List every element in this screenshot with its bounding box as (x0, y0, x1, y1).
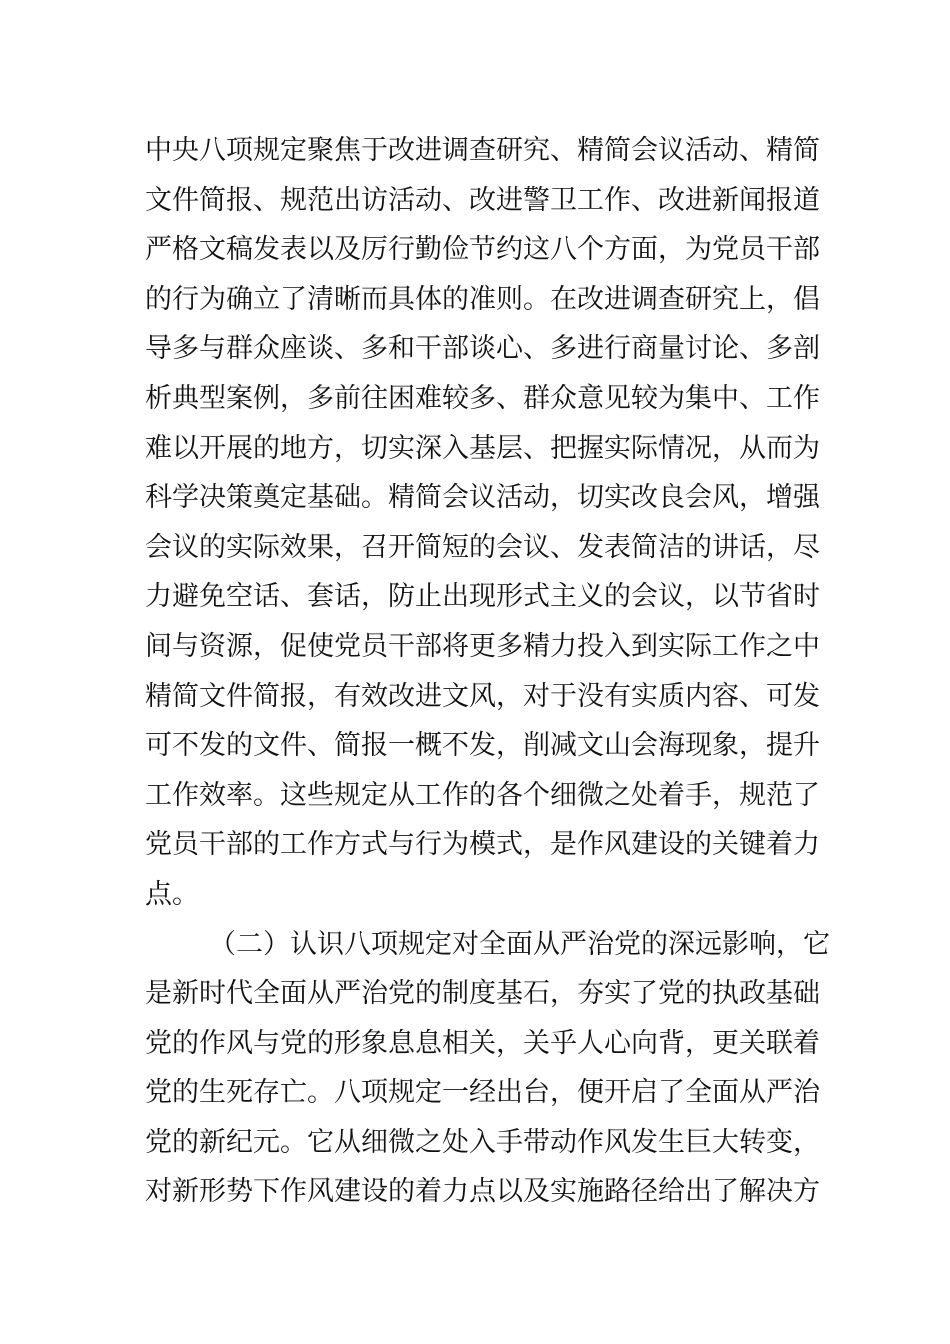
paragraph-line: 的行为确立了清晰而具体的准则。在改进调查研究上，倡 (145, 283, 820, 315)
document-body (145, 126, 830, 1217)
paragraph-line: 党的作风与党的形象息息相关，关乎人心向背，更关联着 (145, 1027, 820, 1059)
paragraph-line: 会议的实际效果，召开简短的会议、发表简洁的讲话，尽 (145, 531, 820, 563)
paragraph-line: 工作效率。这些规定从工作的各个细微之处着手，规范了 (145, 779, 820, 811)
paragraph-line: 党的生死存亡。八项规定一经出台，便开启了全面从严治 (145, 1077, 820, 1109)
paragraph-line: 精简文件简报，有效改进文风，对于没有实质内容、可发 (145, 680, 820, 712)
paragraph-line: 力避免空话、套话，防止出现形式主义的会议，以节省时 (145, 581, 820, 613)
paragraph-line: 科学决策奠定基础。精简会议活动，切实改良会风，增强 (145, 482, 820, 514)
paragraph-line: 导多与群众座谈、多和干部谈心、多进行商量讨论、多剖 (145, 333, 820, 365)
paragraph-line: 点。 (145, 878, 199, 910)
paragraph-line: 党的新纪元。它从细微之处入手带动作风发生巨大转变， (145, 1126, 820, 1158)
paragraph-line: 党员干部的工作方式与行为模式，是作风建设的关键着力 (145, 829, 820, 861)
paragraph-line: 可不发的文件、简报一概不发，削减文山会海现象，提升 (145, 730, 820, 762)
paragraph-line: 难以开展的地方，切实深入基层、把握实际情况，从而为 (145, 432, 820, 464)
paragraph-line: （二）认识八项规定对全面从严治党的深远影响，它 (209, 928, 830, 960)
paragraph-2 (145, 920, 830, 1218)
paragraph-line: 文件简报、规范出访活动、改进警卫工作、改进新闻报道 (145, 184, 820, 216)
paragraph-line: 中央八项规定聚焦于改进调查研究、精简会议活动、精简 (145, 135, 820, 166)
paragraph-line: 是新时代全面从严治党的制度基石，夯实了党的执政基础 (145, 978, 820, 1010)
paragraph-1 (145, 126, 820, 920)
paragraph-line: 析典型案例，多前往困难较多、群众意见较为集中、工作 (145, 382, 820, 414)
paragraph-line: 间与资源，促使党员干部将更多精力投入到实际工作之中 (145, 630, 820, 662)
paragraph-line: 严格文稿发表以及厉行勤俭节约这八个方面，为党员干部 (145, 234, 820, 266)
paragraph-line: 对新形势下作风建设的着力点以及实施路径给出了解决方 (145, 1176, 820, 1208)
